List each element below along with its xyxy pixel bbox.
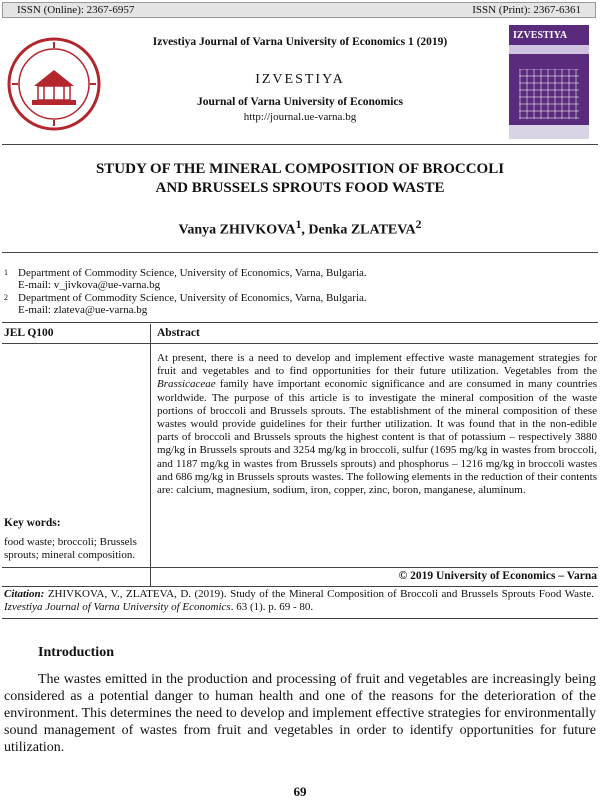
- affiliation-2-email: E-mail: zlateva@ue-varna.bg: [18, 304, 148, 316]
- jel-code: JEL Q100: [4, 327, 54, 339]
- citation-text-2: . 63 (1). p. 69 - 80.: [230, 601, 314, 613]
- brand-title: IZVESTIYA: [255, 72, 345, 87]
- issn-online: ISSN (Online): 2367-6957: [17, 4, 135, 16]
- journal-cover-icon: [509, 25, 589, 139]
- citation-label: Citation:: [4, 588, 45, 600]
- cover-title: IZVESTIYA: [513, 30, 568, 41]
- author-1: Vanya ZHIVKOVA: [178, 222, 296, 238]
- citation: [4, 588, 594, 614]
- title-line-2: AND BRUSSELS SPROUTS FOOD WASTE: [155, 180, 445, 196]
- copyright: © 2019 University of Economics – Varna: [398, 570, 597, 582]
- introduction-text: [4, 671, 596, 756]
- cover-pattern: [519, 69, 579, 119]
- page-number: 69: [293, 784, 307, 799]
- abstract-part-2: family have important economic significance and are consumed in many countries worldwide. The purpose of this article is to investigate the mineral composition of the waste portions of broccoli and Brussels sprouts. The establishment of the mineral composition of these wastes would provide guidelines for their further utilization. It was found that in the non-edible parts of broccoli and Brussels sprouts the highest content is that of potassium – respectively 3880 mg/kg in Brussels sprouts and 3254 mg/kg in broccoli, sulfur (1695 mg/kg in wastes from broccoli, and 1187 mg/kg in wastes from Brussels sprouts) and phosphorus – 1216 mg/kg in broccoli wastes and 686 mg/kg in Brussels sprouts wastes. The following elements in the reduction of their contents are: calcium, magnesium, sodium, iron, copper, zinc, boron, manganese, aluminum.: [157, 378, 597, 497]
- header-rule: [2, 144, 598, 145]
- abstract-text: [157, 352, 597, 497]
- column-divider: [150, 324, 151, 587]
- citation-bottom-rule: [2, 618, 598, 619]
- keywords: food waste; broccoli; Brussels sprouts; mineral composition.: [4, 536, 137, 561]
- abstract-italic: Brassicaceae: [157, 378, 216, 391]
- authors-rule: [2, 252, 598, 253]
- abstract-part-1: At present, there is a need to develop and implement effective waste management strategies for fruit and vegetables and to find opportunities for their future utilization. Vegetables from the: [157, 352, 597, 378]
- cover-bottom: [509, 125, 589, 139]
- cover-band: [509, 45, 589, 54]
- authors: Vanya ZHIVKOVA$^1$, Denka ZLATEVA$^2$: [178, 218, 422, 238]
- university-seal-icon: [6, 36, 102, 132]
- affiliation-1-text: Department of Commodity Science, University of Economics, Varna, Bulgaria.: [18, 267, 367, 279]
- author-2: Denka ZLATEVA: [308, 222, 416, 238]
- keywords-heading: Key words:: [4, 517, 61, 529]
- affiliation-2: [4, 292, 367, 316]
- affiliation-2-text: Department of Commodity Science, University of Economics, Varna, Bulgaria.: [18, 292, 367, 304]
- affiliation-1-mark: 1: [4, 268, 8, 277]
- citation-journal: Izvestiya Journal of Varna University of Economics: [4, 601, 231, 613]
- title-line-1: STUDY OF THE MINERAL COMPOSITION OF BROCCOLI: [95, 161, 505, 177]
- affiliation-2-mark: 2: [4, 293, 8, 302]
- affiliation-1-email: E-mail: v_jivkova@ue-varna.bg: [18, 279, 161, 291]
- abstract-top-rule: [2, 322, 598, 323]
- citation-rule: [2, 586, 598, 587]
- author-1-mark: 1: [295, 218, 302, 231]
- issn-print: ISSN (Print): 2367-6361: [472, 4, 581, 16]
- abstract-heading: Abstract: [157, 327, 200, 339]
- citation-text-1: ZHIVKOVA, V., ZLATEVA, D. (2019). Study of the Mineral Composition of Broccoli and Brussels Sprouts Food Waste.: [44, 588, 594, 600]
- affiliation-1: [4, 267, 367, 291]
- issn-bar: [2, 2, 596, 18]
- brand-url: http://journal.ue-varna.bg: [243, 111, 357, 123]
- author-2-mark: 2: [415, 218, 422, 231]
- journal-line: Izvestiya Journal of Varna University of Economics 1 (2019): [152, 36, 448, 48]
- article-title: [40, 160, 560, 198]
- abstract-head-rule: [2, 343, 598, 344]
- intro-paragraph: The wastes emitted in the production and processing of fruit and vegetables are increasingly being considered as a potential danger to human health and one of the reasons for the deterioration of the environment. This determines the need to develop and implement effective strategies for environmentally sound management of wastes from fruit and vegetables in order to identify opportunities for future utilization.: [4, 672, 596, 755]
- introduction-heading: Introduction: [38, 645, 114, 660]
- brand-subtitle: Journal of Varna University of Economics: [196, 96, 404, 108]
- copyright-rule: [2, 567, 598, 568]
